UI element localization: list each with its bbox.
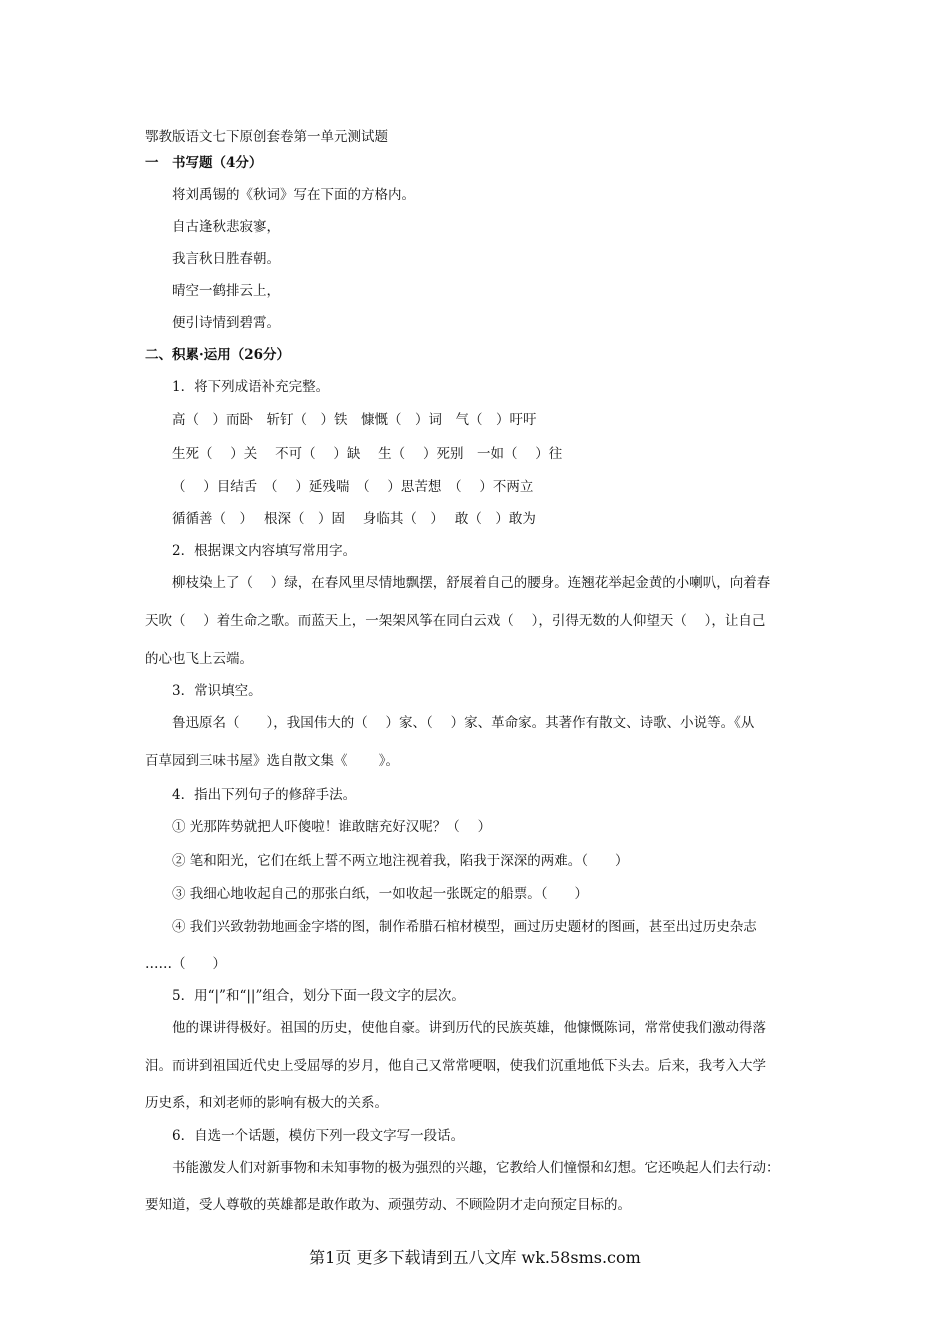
section1-instruction: 将刘禹锡的《秋词》写在下面的方格内。 bbox=[172, 187, 415, 203]
q5-prompt: 5．用“|”和“||”组合，划分下面一段文字的层次。 bbox=[172, 988, 465, 1004]
poem-line: 自古逢秋悲寂寥， bbox=[172, 219, 280, 235]
q3-line: 鲁迅原名（ ），我国伟大的（ ）家、（ ）家、革命家。其著作有散文、诗歌、小说等。《从 bbox=[172, 715, 755, 731]
q1-row: 循循善（ ） 根深（ ）固 身临其（ ） 敢（ ）敢为 bbox=[172, 511, 536, 527]
q4-item: ……（ ） bbox=[145, 956, 226, 972]
q1-row: 生死（ ）关 不可（ ）缺 生（ ）死别 一如（ ）往 bbox=[172, 446, 563, 462]
q6-line: 书能激发人们对新事物和未知事物的极为强烈的兴趣，它教给人们憧憬和幻想。它还唤起人们去行动： bbox=[172, 1160, 780, 1176]
section2-heading: 二、积累·运用（26分） bbox=[145, 347, 290, 363]
q5-line: 他的课讲得极好。祖国的历史，使他自豪。讲到历代的民族英雄，他慷慨陈词，常常使我们激动得落 bbox=[172, 1020, 766, 1036]
q1-row: 高（ ）而卧 斩钉（ ）铁 慷慨（ ）词 气（ ）吁吁 bbox=[172, 412, 537, 428]
q3-line: 百草园到三味书屋》选自散文集《 》。 bbox=[145, 753, 400, 769]
q2-line: 柳枝染上了（ ）绿，在春风里尽情地飘摆，舒展着自己的腰身。连翘花举起金黄的小喇叭，向着春 bbox=[172, 575, 771, 591]
q4-item: ② 笔和阳光，它们在纸上誓不两立地注视着我，陷我于深深的两难。（ ） bbox=[172, 853, 629, 869]
doc-title: 鄂教版语文七下原创套卷第一单元测试题 bbox=[145, 129, 388, 145]
page-footer: 第1页 更多下载请到五八文库 wk.58sms.com bbox=[309, 1248, 641, 1267]
q4-item: ④ 我们兴致勃勃地画金字塔的图，制作希腊石棺材模型，画过历史题材的图画，甚至出过历史杂志 bbox=[172, 919, 757, 935]
q3-prompt: 3．常识填空。 bbox=[172, 683, 262, 699]
q2-line: 的心也飞上云端。 bbox=[145, 651, 253, 667]
q2-line: 天吹（ ）着生命之歌。而蓝天上，一架架风筝在同白云戏（ ），引得无数的人仰望天（ ），让自己 bbox=[145, 613, 766, 629]
q5-line: 历史系，和刘老师的影响有极大的关系。 bbox=[145, 1095, 388, 1111]
section1-heading: 一 书写题（4分） bbox=[145, 155, 263, 171]
poem-line: 晴空一鹤排云上， bbox=[172, 283, 280, 299]
q2-prompt: 2．根据课文内容填写常用字。 bbox=[172, 543, 357, 559]
q6-prompt: 6．自选一个话题，模仿下列一段文字写一段话。 bbox=[172, 1128, 465, 1144]
q4-item: ③ 我细心地收起自己的那张白纸，一如收起一张既定的船票。（ ） bbox=[172, 886, 589, 902]
q4-item: ① 光那阵势就把人吓傻啦！谁敢瞎充好汉呢？（ ） bbox=[172, 819, 492, 835]
q1-row: （ ）目结舌 （ ）延残喘 （ ）思苦想 （ ）不两立 bbox=[172, 479, 534, 495]
q5-line: 泪。而讲到祖国近代史上受屈辱的岁月，他自己又常常哽咽，使我们沉重地低下头去。后来，我考入大学 bbox=[145, 1058, 766, 1074]
poem-line: 我言秋日胜春朝。 bbox=[172, 251, 280, 267]
q4-prompt: 4．指出下列句子的修辞手法。 bbox=[172, 787, 357, 803]
poem-line: 便引诗情到碧霄。 bbox=[172, 315, 280, 331]
q1-prompt: 1．将下列成语补充完整。 bbox=[172, 379, 330, 395]
q6-line: 要知道，受人尊敬的英雄都是敢作敢为、顽强劳动、不顾险阴才走向预定目标的。 bbox=[145, 1197, 631, 1213]
